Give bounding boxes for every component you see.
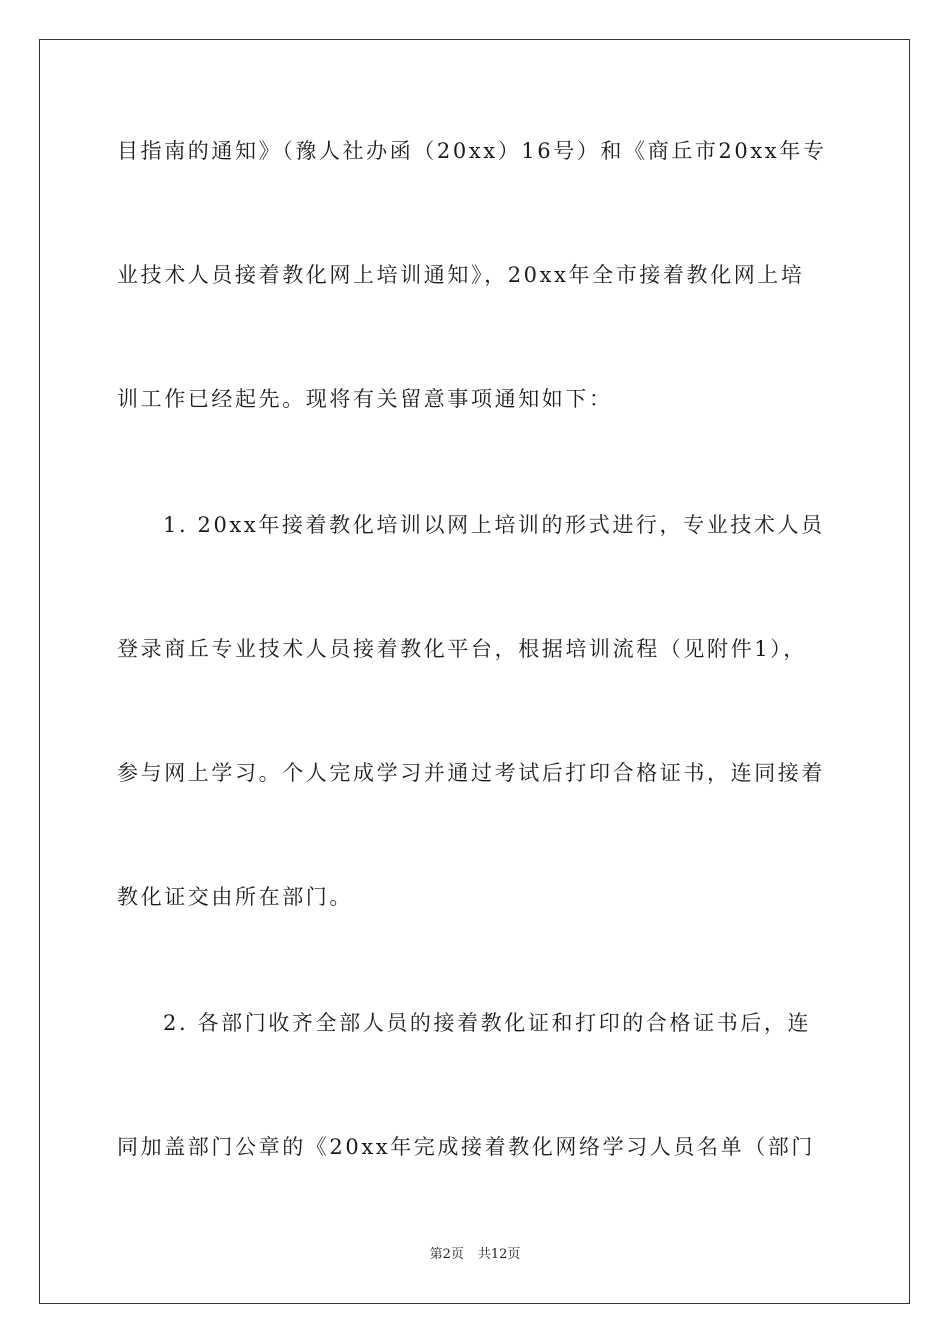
- paragraph-3-line-1: 2. 各部门收齐全部人员的接着教化证和打印的合格证书后，连: [163, 1011, 812, 1035]
- paragraph-2-line-4: 教化证交由所在部门。: [117, 885, 353, 909]
- page-footer: [0, 1246, 950, 1264]
- paragraph-3-line-2: 同加盖部门公章的《20xx年完成接着教化网络学习人员名单（部门: [117, 1135, 816, 1159]
- paragraph-2-line-3: 参与网上学习。个人完成学习并通过考试后打印合格证书，连同接着: [117, 761, 825, 785]
- paragraph-1-line-2: 业技术人员接着教化网上培训通知》，20xx年全市接着教化网上培: [117, 263, 805, 287]
- page-border: [39, 39, 910, 1304]
- paragraph-2-line-2: 登录商丘专业技术人员接着教化平台，根据培训流程（见附件1），: [117, 637, 807, 661]
- paragraph-1-line-3: 训工作已经起先。现将有关留意事项通知如下：: [117, 387, 613, 411]
- paragraph-2-line-1: 1. 20xx年接着教化培训以网上培训的形式进行，专业技术人员: [163, 513, 825, 537]
- page-total: 共12页: [477, 1247, 521, 1262]
- page-number: 第2页: [429, 1247, 464, 1262]
- paragraph-1-line-1: 目指南的通知》（豫人社办函（20xx）16号）和《商丘市20xx年专: [117, 139, 827, 163]
